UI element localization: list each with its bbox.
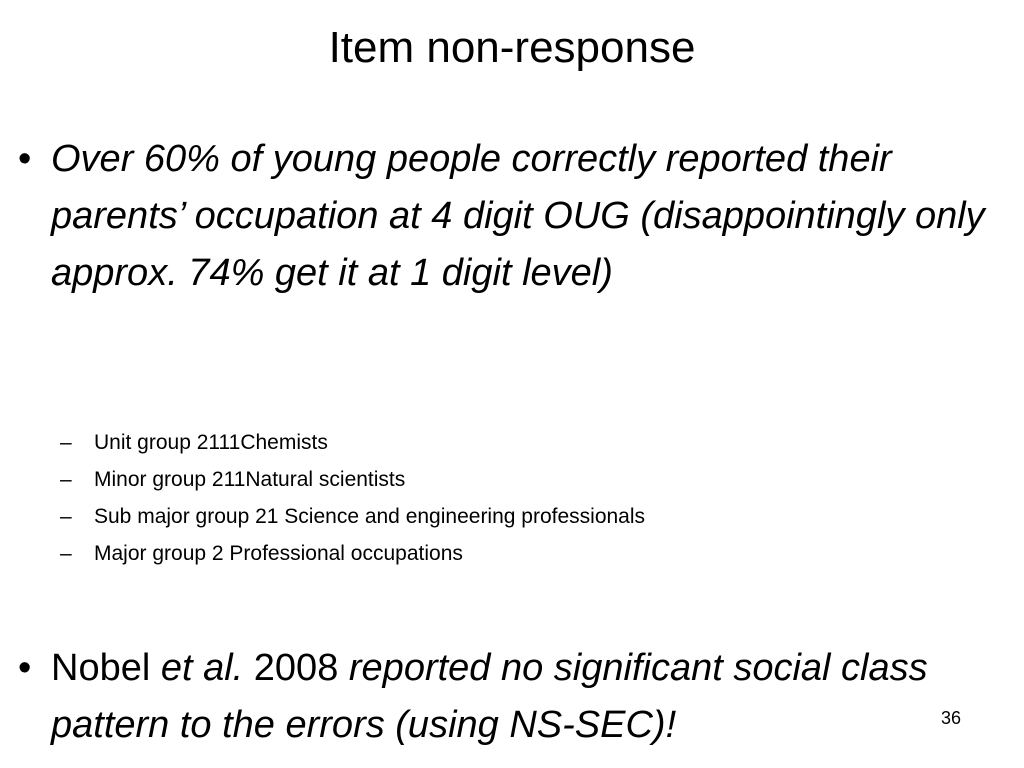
sub-bullet-text: Unit group 2111Chemists [94,431,328,454]
citation-year: 2008 [243,647,349,689]
bullet-text-1: Over 60% of young people correctly reported their parents’ occupation at 4 digit OUG (disappointingly only approx. 74% get it at 1 digit level) [51,138,985,294]
sub-bullet-item [60,461,960,498]
sub-bullet-item [60,424,960,461]
sub-bullet-item [60,498,960,535]
dash-marker: – [60,542,72,565]
citation-author: Nobel [51,647,161,689]
dash-marker: – [60,468,72,491]
sub-bullet-text: Sub major group 21 Science and engineering professionals [94,505,646,528]
page-number: 36 [941,708,962,728]
sub-bullet-list [60,424,960,572]
sub-bullet-item [60,535,960,572]
bullet-text-2-body: reported no significant social class pattern to the errors (using NS-SEC)! [51,647,928,746]
citation-et-al: et al. [160,647,244,689]
sub-bullet-text: Minor group 211Natural scientists [94,468,406,491]
bullet-marker: • [18,647,32,689]
bullet-marker: • [18,138,32,180]
sub-bullet-text: Major group 2 Professional occupations [94,542,463,565]
slide-title: Item non-response [328,23,696,72]
bullet-text-2 [51,640,996,754]
dash-marker: – [60,505,72,528]
dash-marker: – [60,431,72,454]
